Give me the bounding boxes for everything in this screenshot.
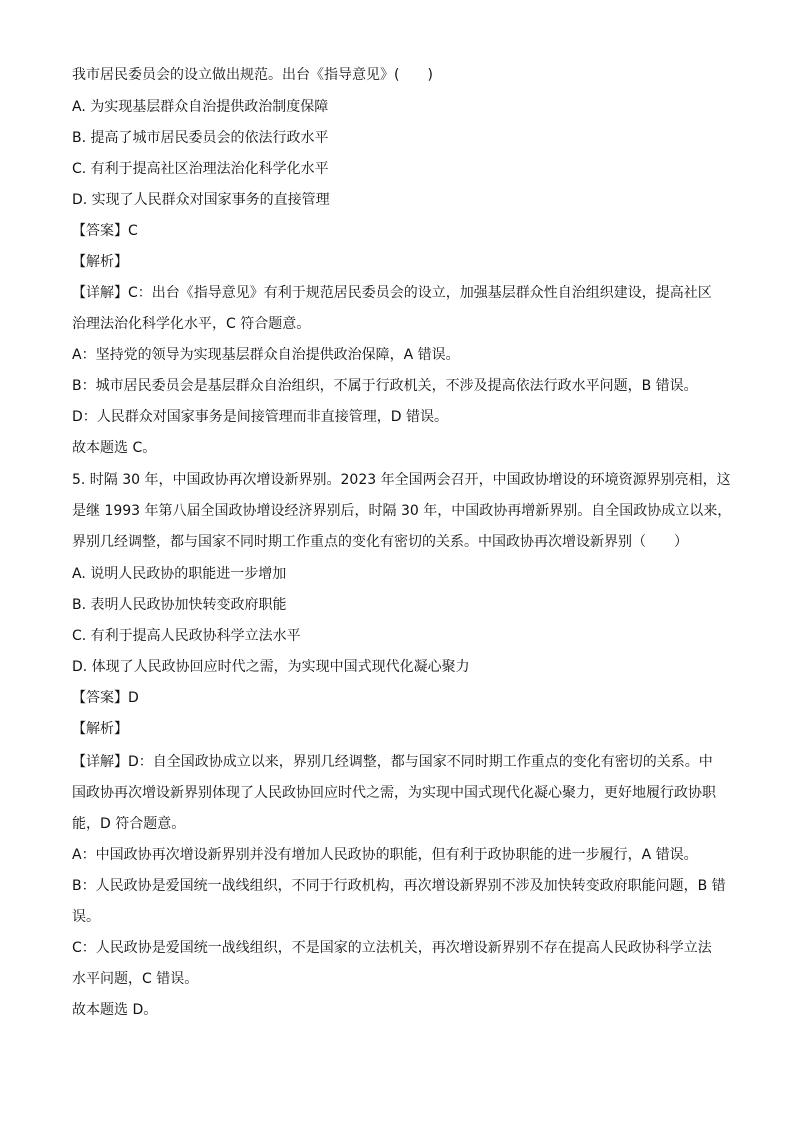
q5-option-a: A. 说明人民政协的职能进一步增加 [72,566,287,582]
q5-conclusion: 故本题选 D。 [72,1002,158,1018]
q5-stem-line: 5. 时隔 30 年，中国政协再次增设新界别。2023 年全国两会召开，中国政协增设的环境资源界别亮相，这 [72,472,731,488]
q4-option-c: C. 有利于提高社区治理法治化科学化水平 [72,161,329,177]
q4-detail-line: B：城市居民委员会是基层群众自治组织，不属于行政机关，不涉及提高依法行政水平问题，B 错误。 [72,378,698,394]
q5-detail-line: C：人民政协是爱国统一战线组织，不是国家的立法机关，再次增设新界别不存在提高人民政协科学立法 [72,940,712,956]
q5-detail-line: 【详解】D：自全国政协成立以来，界别几经调整，都与国家不同时期工作重点的变化有密切的关系。中 [72,754,713,770]
q4-answer: 【答案】C [72,223,138,239]
q5-detail-line: 能，D 符合题意。 [72,816,186,832]
q5-stem-line: 是继 1993 年第八届全国政协增设经济界别后，时隔 30 年，中国政协再增新界别。自全国政协成立以来， [72,503,732,519]
q4-option-a: A. 为实现基层群众自治提供政治制度保障 [72,99,329,115]
q4-option-d: D. 实现了人民群众对国家事务的直接管理 [72,192,330,208]
q5-detail-line: 误。 [72,909,100,925]
q4-detail-line: 治理法治化科学化水平，C 符合题意。 [72,316,311,332]
q5-detail-line: B：人民政协是爱国统一战线组织，不同于行政机构，再次增设新界别不涉及加快转变政府职能问题，B 错 [72,878,726,894]
q5-stem-line: 界别几经调整，都与国家不同时期工作重点的变化有密切的关系。中国政协再次增设新界别（ ） [72,534,688,550]
q4-detail-line: D：人民群众对国家事务是间接管理而非直接管理，D 错误。 [72,409,449,425]
q4-analysis-title: 【解析】 [72,254,128,270]
q4-detail-line: 【详解】C：出台《指导意见》有利于规范居民委员会的设立，加强基层群众性自治组织建设，提高社区 [72,285,712,301]
q5-detail-line: A：中国政协再次增设新界别并没有增加人民政协的职能，但有利于政协职能的进一步履行，A 错误。 [72,847,698,863]
q5-detail-line: 国政协再次增设新界别体现了人民政协回应时代之需，为实现中国式现代化凝心聚力，更好地履行政协职 [72,785,716,801]
q4-conclusion: 故本题选 C。 [72,440,157,456]
q5-option-c: C. 有利于提高人民政协科学立法水平 [72,628,301,644]
q5-analysis-title: 【解析】 [72,721,128,737]
q4-detail-line: A：坚持党的领导为实现基层群众自治提供政治保障，A 错误。 [72,347,460,363]
q5-detail-line: 水平问题，C 错误。 [72,971,199,987]
q4-option-b: B. 提高了城市居民委员会的依法行政水平 [72,130,329,146]
q5-answer: 【答案】D [72,690,139,706]
q5-option-b: B. 表明人民政协加快转变政府职能 [72,597,287,613]
q4-stem-tail: 我市居民委员会的设立做出规范。出台《指导意见》( ) [72,67,433,83]
q5-option-d: D. 体现了人民政协回应时代之需，为实现中国式现代化凝心聚力 [72,659,470,675]
